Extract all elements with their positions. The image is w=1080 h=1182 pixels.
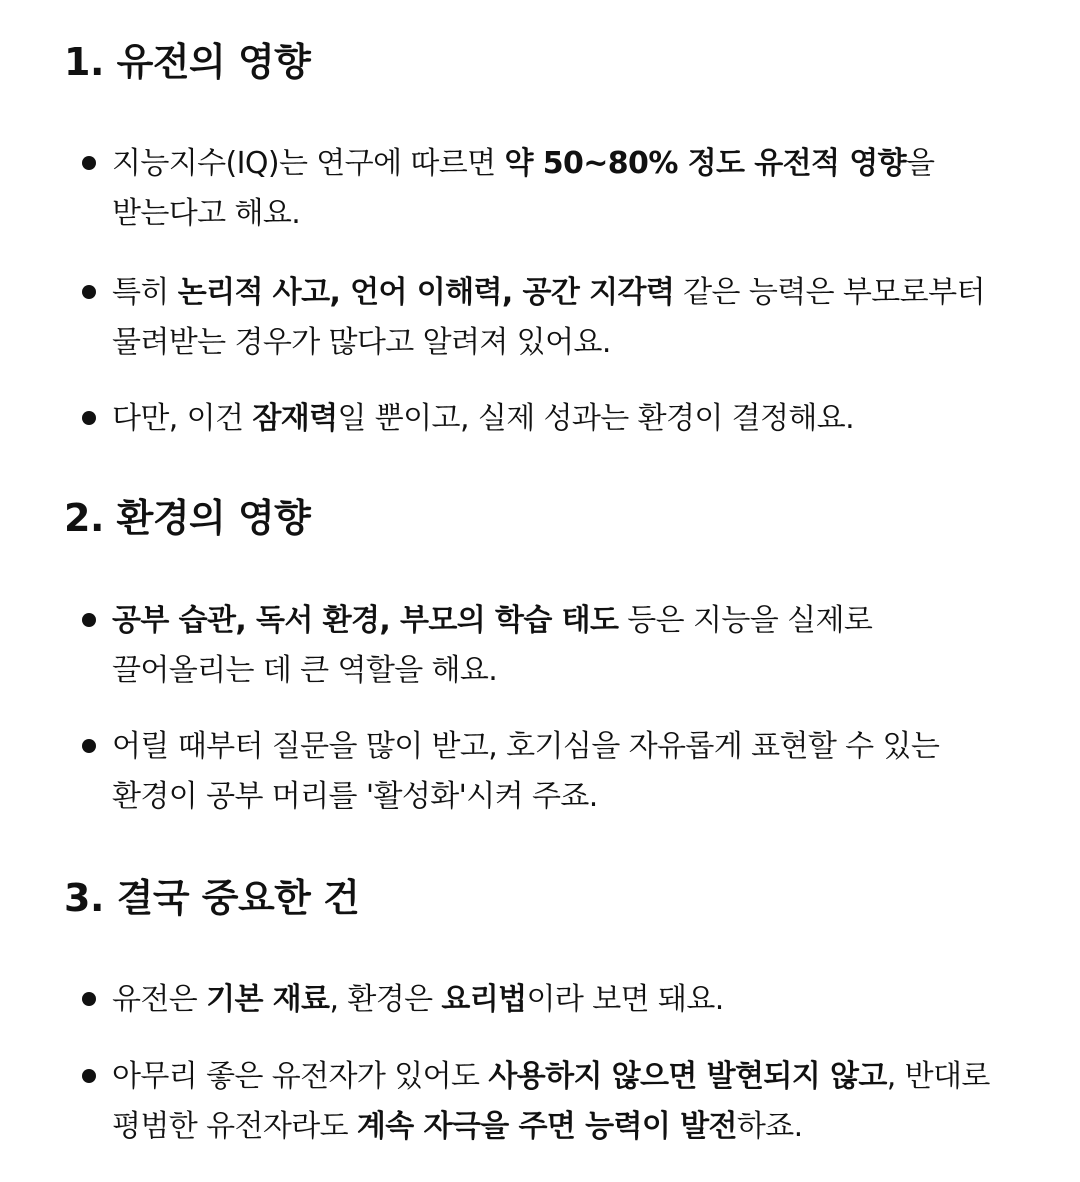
text-run: 특히 (112, 275, 178, 310)
bold-text: 논리적 사고, 언어 이해력, 공간 지각력 (177, 275, 675, 310)
text-run: 물려받는 경우가 많다고 알려져 있어요. (112, 325, 611, 360)
text-run: 환경이 공부 머리를 '활성화'시켜 주죠. (112, 779, 598, 814)
text-run: 하죠. (736, 1109, 803, 1144)
bullet-text (112, 1052, 1012, 1152)
text-line (112, 596, 1012, 646)
bold-text: 계속 자극을 주면 능력이 발전 (356, 1109, 737, 1144)
bold-text: 사용하지 않으면 발현되지 않고 (488, 1059, 887, 1094)
bold-text: 공부 습관, 독서 환경, 부모의 학습 태도 (112, 603, 619, 638)
text-run: 아무리 좋은 유전자가 있어도 (112, 1059, 489, 1094)
text-line (112, 646, 1012, 696)
text-run: , 반대로 (886, 1059, 990, 1094)
bold-text: 약 50~80% 정도 유전적 영향 (504, 146, 906, 181)
text-run: , 환경은 (329, 982, 442, 1017)
text-line (112, 139, 1012, 189)
bullet-icon (82, 739, 96, 753)
bullet-text (112, 139, 1012, 239)
text-line (112, 268, 1012, 318)
text-run: 등은 지능을 실제로 (618, 603, 873, 638)
text-line (112, 1052, 1012, 1102)
section-heading: 2. 환경의 영향 (64, 496, 311, 540)
bold-text: 기본 재료 (206, 982, 330, 1017)
text-line (112, 318, 1012, 368)
bullet-icon (82, 992, 96, 1006)
text-run: 다만, 이건 (112, 401, 253, 436)
bullet-text (112, 722, 1012, 822)
text-run: 을 (905, 146, 935, 181)
text-run: 어릴 때부터 질문을 많이 받고, 호기심을 자유롭게 표현할 수 있는 (112, 729, 940, 764)
text-run: 유전은 (112, 982, 207, 1017)
text-run: 지능지수(IQ)는 연구에 따르면 (112, 146, 505, 181)
bullet-text (112, 394, 1012, 444)
bullet-text (112, 975, 1012, 1025)
bold-text: 잠재력 (252, 401, 338, 436)
text-run: 이라 보면 돼요. (526, 982, 724, 1017)
bold-text: 요리법 (441, 982, 527, 1017)
text-line (112, 394, 1012, 444)
text-run: 받는다고 해요. (112, 196, 301, 231)
bullet-icon (82, 411, 96, 425)
bullet-icon (82, 156, 96, 170)
section-heading: 1. 유전의 영향 (64, 40, 311, 84)
text-run: 끌어올리는 데 큰 역할을 해요. (112, 653, 498, 688)
text-line (112, 975, 1012, 1025)
bullet-text (112, 596, 1012, 696)
text-run: 일 뿐이고, 실제 성과는 환경이 결정해요. (337, 401, 855, 436)
bullet-text (112, 268, 1012, 368)
text-line (112, 1102, 1012, 1152)
section-heading: 3. 결국 중요한 건 (64, 876, 360, 920)
text-run: 평범한 유전자라도 (112, 1109, 357, 1144)
text-line (112, 772, 1012, 822)
bullet-icon (82, 613, 96, 627)
bullet-icon (82, 285, 96, 299)
text-line (112, 189, 1012, 239)
bullet-icon (82, 1069, 96, 1083)
text-line (112, 722, 1012, 772)
text-run: 같은 능력은 부모로부터 (674, 275, 985, 310)
